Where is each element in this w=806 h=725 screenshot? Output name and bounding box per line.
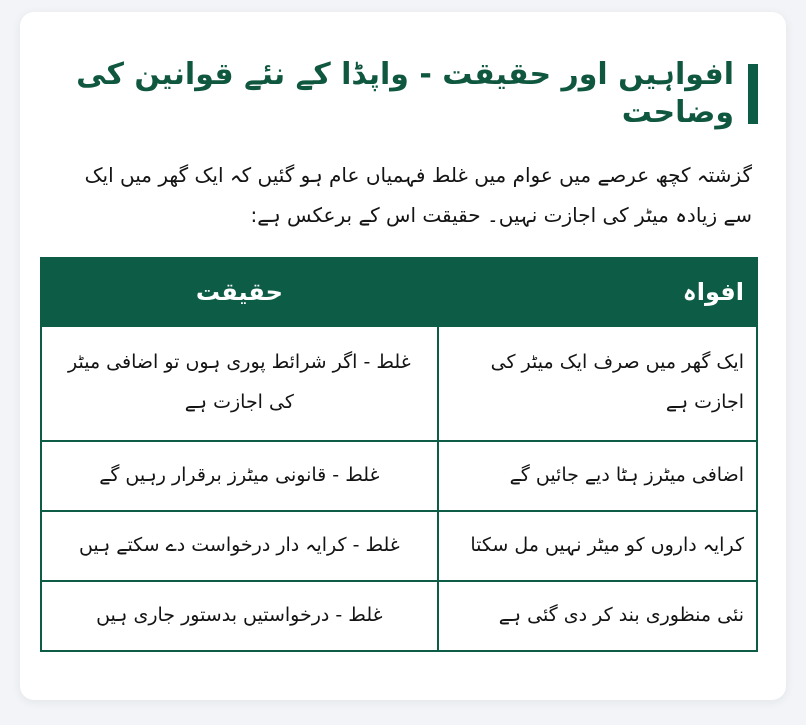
title-accent-bar (748, 64, 758, 124)
table-row (41, 511, 757, 581)
rumor-cell: ایک گھر میں صرف ایک میٹر کی اجازت ہے (438, 326, 757, 441)
table-row (41, 441, 757, 511)
fact-cell: غلط - کرایہ دار درخواست دے سکتے ہیں (41, 511, 438, 581)
table-header-row (41, 258, 757, 326)
table-header (41, 258, 757, 326)
column-header-fact: حقیقت (41, 258, 438, 326)
rumor-cell: کرایہ داروں کو میٹر نہیں مل سکتا (438, 511, 757, 581)
content-card (20, 12, 786, 700)
title-row (42, 56, 758, 131)
fact-cell: غلط - اگر شرائط پوری ہوں تو اضافی میٹر کی اجازت ہے (41, 326, 438, 441)
intro-text: گزشتہ کچھ عرصے میں عوام میں غلط فہمیاں عام ہو گئیں کہ ایک گھر میں ایک سے زیادہ میٹر کی اجازت نہیں۔ حقیقت اس کے برعکس ہے: (84, 163, 752, 227)
table-row (41, 326, 757, 441)
table-row (41, 581, 757, 651)
fact-cell: غلط - درخواستیں بدستور جاری ہیں (41, 581, 438, 651)
table-body (41, 326, 757, 651)
rumor-cell: اضافی میٹرز ہٹا دیے جائیں گے (438, 441, 757, 511)
rumor-fact-table (40, 257, 758, 652)
rumor-cell: نئی منظوری بند کر دی گئی ہے (438, 581, 757, 651)
fact-cell: غلط - قانونی میٹرز برقرار رہیں گے (41, 441, 438, 511)
column-header-rumor: افواہ (438, 258, 757, 326)
page-title: افواہیں اور حقیقت - واپڈا کے نئے قوانین کی وضاحت (76, 57, 734, 130)
